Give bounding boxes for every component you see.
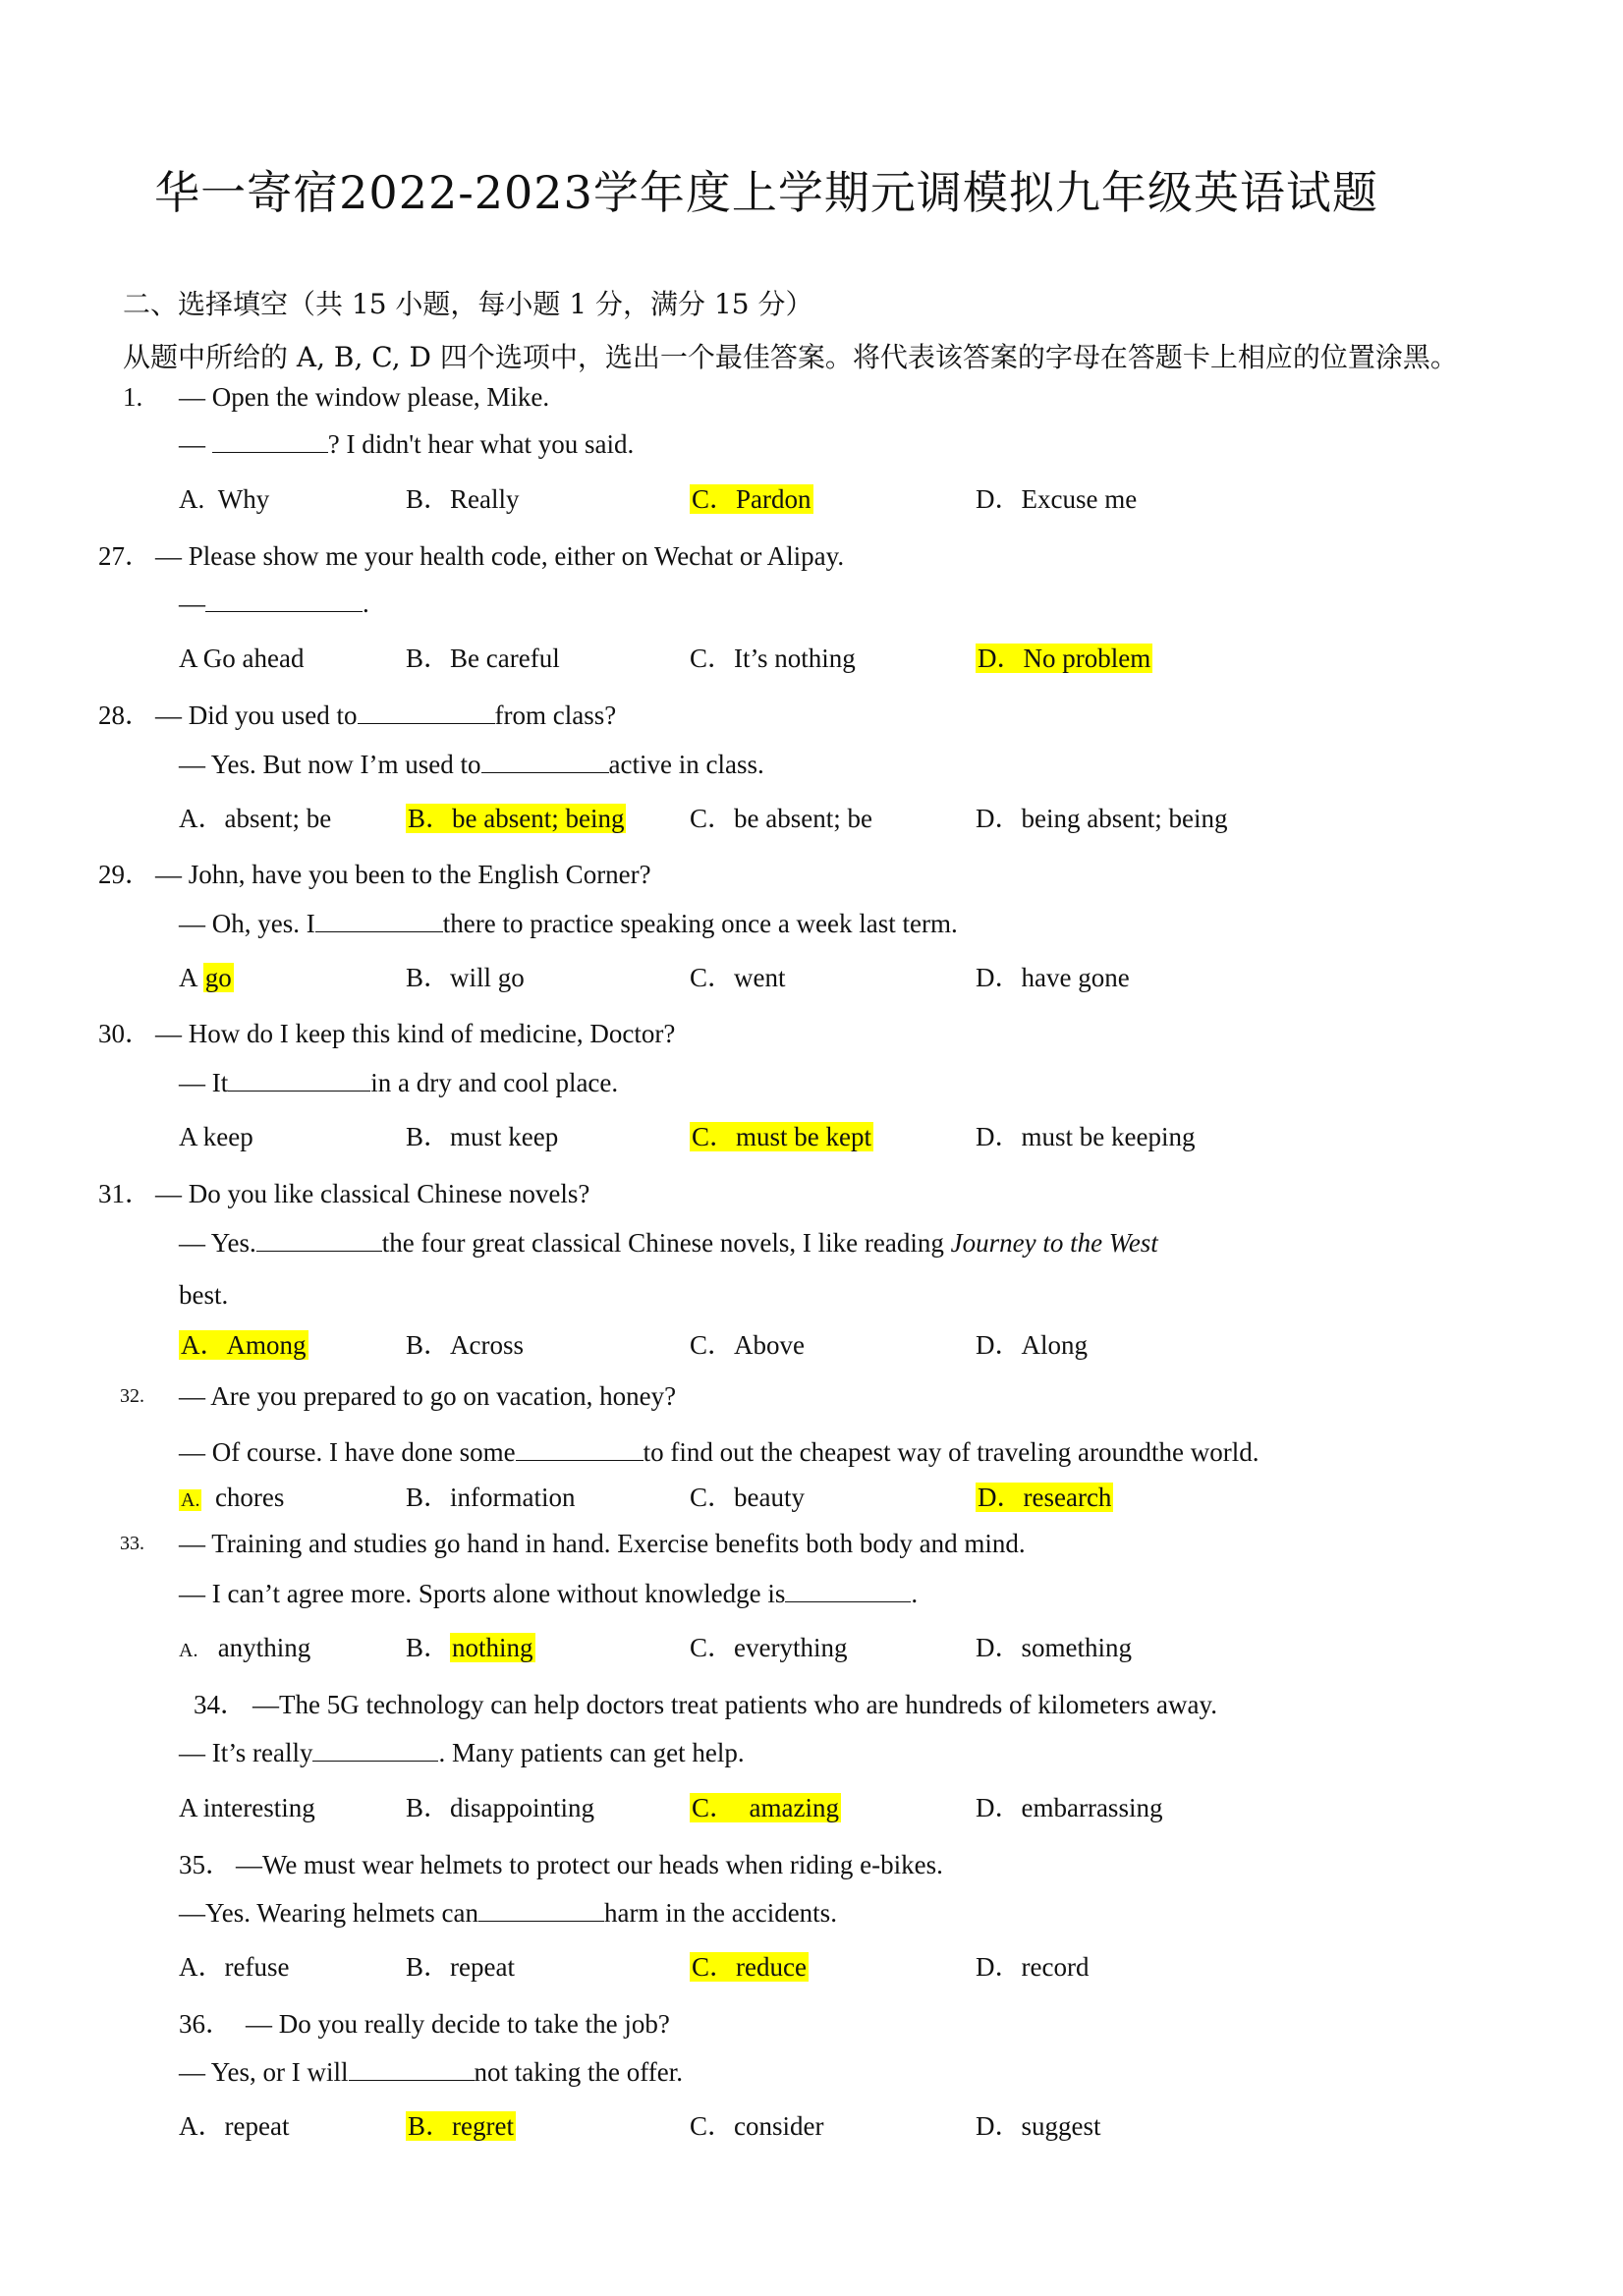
option-c[interactable]: C．Above	[690, 1330, 805, 1360]
option-a[interactable]: A keep	[179, 1122, 253, 1151]
question-line-2: —Yes. Wearing helmets can harm in the accidents.	[179, 1898, 837, 1928]
option-c[interactable]: C．beauty	[690, 1483, 805, 1512]
option-a[interactable]: A. chores	[181, 1483, 285, 1512]
question-line-2: — It in a dry and cool place.	[179, 1068, 619, 1097]
question-line-1: — Are you prepared to go on vacation, honey?	[179, 1381, 677, 1411]
option-a[interactable]: A Go ahead	[179, 644, 305, 673]
option-c[interactable]: C．be absent; be	[690, 804, 872, 833]
option-d[interactable]: D．being absent; being	[976, 804, 1228, 833]
option-a[interactable]: A．refuse	[179, 1952, 290, 1982]
question-number: 30．	[98, 1019, 151, 1048]
option-c[interactable]: C．It’s nothing	[690, 644, 856, 673]
question-line-1: — Did you used to from class?	[155, 700, 617, 730]
question-line-2: — It’s really . Many patients can get help.	[179, 1738, 745, 1767]
question-line-2: — Of course. I have done some to find out the cheapest way of traveling aroundthe world.	[179, 1437, 1259, 1467]
option-a[interactable]: A．Among	[181, 1330, 307, 1360]
question-number: 32.	[120, 1385, 144, 1407]
question-number: 29．	[98, 860, 151, 889]
question-number: 35．	[179, 1850, 232, 1879]
option-b[interactable]: B．nothing	[406, 1633, 533, 1662]
option-c[interactable]: C． amazing	[692, 1793, 839, 1822]
option-d[interactable]: D．must be keeping	[976, 1122, 1196, 1151]
answer-blank	[785, 1578, 911, 1602]
question-line-2: — Yes, or I will not taking the offer.	[179, 2057, 683, 2087]
option-b[interactable]: B．regret	[408, 2111, 514, 2141]
question-number: 34．	[194, 1690, 247, 1719]
question-line-1: — Please show me your health code, either on Wechat or Alipay.	[155, 541, 845, 571]
question-line-2: — Oh, yes. I there to practice speaking once a week last term.	[179, 909, 958, 938]
option-b[interactable]: B．be absent; being	[408, 804, 625, 833]
question-number: 1.	[123, 382, 143, 412]
exam-title: 华一寄宿2022-2023学年度上学期元调模拟九年级英语试题	[154, 166, 1378, 219]
option-c[interactable]: C．Pardon	[692, 484, 812, 514]
option-b[interactable]: B．must keep	[406, 1122, 559, 1151]
answer-blank	[205, 588, 363, 612]
option-a[interactable]: A．absent; be	[179, 804, 332, 833]
option-a[interactable]: A interesting	[179, 1793, 315, 1822]
question-line-2: — I can’t agree more. Sports alone without knowledge is .	[179, 1579, 919, 1608]
option-a[interactable]: A go	[179, 963, 232, 992]
option-d[interactable]: D．have gone	[976, 963, 1130, 992]
option-b[interactable]: B．will go	[406, 963, 525, 992]
question-number: 31．	[98, 1179, 151, 1208]
option-d[interactable]: D．record	[976, 1952, 1090, 1982]
option-d[interactable]: D．research	[978, 1483, 1112, 1512]
answer-blank	[349, 2056, 475, 2081]
option-d[interactable]: D．embarrassing	[976, 1793, 1163, 1822]
option-b[interactable]: B．disappointing	[406, 1793, 595, 1822]
answer-blank	[358, 700, 495, 724]
question-line-1: — Do you like classical Chinese novels?	[155, 1179, 590, 1208]
question-number: 28．	[98, 700, 151, 730]
question-number: 27．	[98, 541, 151, 571]
question-line-2: — Yes. the four great classical Chinese novels, I like reading Journey to the West	[179, 1228, 1158, 1258]
question-line-2: — .	[179, 588, 369, 618]
option-d[interactable]: D．something	[976, 1633, 1132, 1662]
answer-blank	[256, 1227, 382, 1252]
option-d[interactable]: D．suggest	[976, 2111, 1101, 2141]
option-d[interactable]: D．Along	[976, 1330, 1088, 1360]
option-c[interactable]: C．went	[690, 963, 786, 992]
question-line-1: — Training and studies go hand in hand. Exercise benefits both body and mind.	[179, 1529, 1026, 1558]
answer-blank	[315, 908, 443, 932]
question-number: 33.	[120, 1533, 144, 1554]
option-b[interactable]: B．information	[406, 1483, 576, 1512]
option-a[interactable]: A. Why	[179, 484, 270, 514]
question-line-1: — How do I keep this kind of medicine, Doctor?	[155, 1019, 676, 1048]
question-line-2: — Yes. But now I’m used to active in class.	[179, 750, 764, 779]
question-line-1: —We must wear helmets to protect our heads when riding e-bikes.	[236, 1850, 943, 1879]
option-a[interactable]: A. anything	[179, 1633, 311, 1662]
answer-blank	[228, 1067, 370, 1092]
option-d[interactable]: D．No problem	[978, 644, 1151, 673]
option-c[interactable]: C．must be kept	[692, 1122, 871, 1151]
question-line-1: — Do you really decide to take the job?	[246, 2009, 670, 2039]
option-d[interactable]: D．Excuse me	[976, 484, 1138, 514]
question-line-1: — Open the window please, Mike.	[179, 382, 550, 412]
option-c[interactable]: C．consider	[690, 2111, 824, 2141]
answer-blank	[478, 1897, 604, 1922]
option-b[interactable]: B．Be careful	[406, 644, 560, 673]
option-c[interactable]: C．everything	[690, 1633, 848, 1662]
question-line-2: — ? I didn't hear what you said.	[179, 429, 635, 459]
option-a[interactable]: A．repeat	[179, 2111, 290, 2141]
answer-blank	[516, 1436, 644, 1461]
section-heading: 二、选择填空（共 15 小题，每小题 1 分，满分 15 分）	[123, 288, 813, 320]
question-line-1: — John, have you been to the English Corner?	[155, 860, 651, 889]
option-b[interactable]: B．Across	[406, 1330, 525, 1360]
question-number: 36．	[179, 2009, 232, 2039]
question-line-1: —The 5G technology can help doctors treat patients who are hundreds of kilometers away.	[252, 1690, 1217, 1719]
answer-blank	[481, 749, 609, 773]
option-c[interactable]: C．reduce	[692, 1952, 807, 1982]
question-line-3: best.	[179, 1280, 229, 1310]
answer-blank	[312, 1737, 438, 1762]
instructions: 从题中所给的 A, B, C, D 四个选项中，选出一个最佳答案。将代表该答案的字母在答题卡上相应的位置涂黑。	[123, 341, 1458, 373]
option-b[interactable]: B．Really	[406, 484, 520, 514]
option-b[interactable]: B．repeat	[406, 1952, 515, 1982]
answer-blank	[212, 428, 328, 453]
